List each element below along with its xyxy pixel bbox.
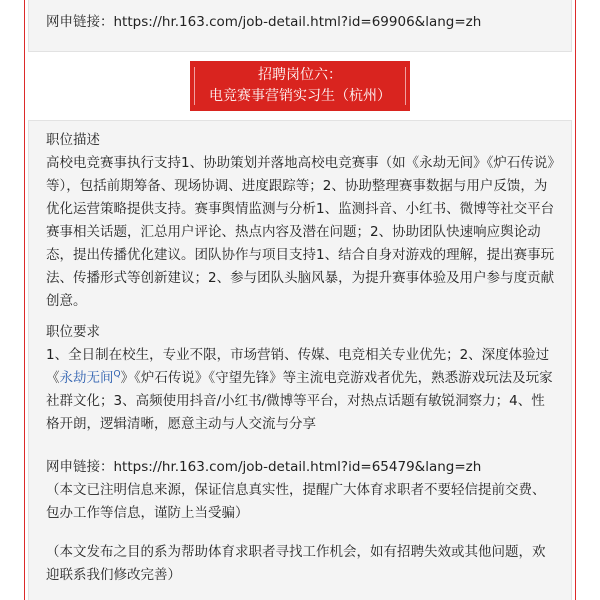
top-link-card <box>28 0 572 52</box>
description-body: 高校电竞赛事执行支持1、协助策划并落地高校电竞赛事（如《永劫无间》《炉石传说》等），包括前期筹备、现场协调、进度跟踪等；2、协助整理赛事数据与用户反馈，为优化运营策略提供支持。赛事舆情监测与分析1、监测抖音、小红书、微博等社交平台赛事相关话题，汇总用户评论、热点内容及潜在问题；2、协助团队快速响应舆论动态，提出传播优化建议。团队协作与项目支持1、结合自身对游戏的理解，提出赛事玩法、传播形式等创新建议；2、参与团队头脑风暴，为提升赛事体验及用户参与度贡献创意。 <box>46 155 555 309</box>
banner-position-title: 电竞赛事营销实习生（杭州） <box>209 88 391 104</box>
purpose-notice: （本文发布之目的系为帮助体育求职者寻找工作机会，如有招聘失效或其他问题，欢迎联系我们修改完善） <box>46 544 546 583</box>
source-notice: （本文已注明信息来源，保证信息真实性，提醒广大体育求职者不要轻信提前交费、包办工作等信息，谨防上当受骗） <box>46 482 546 521</box>
banner-position-number: 招聘岗位六： <box>258 67 342 83</box>
requirements-body <box>46 344 556 436</box>
requirements-text-part1: 1、全日制在校生，专业不限，市场营销、传媒、电竞相关专业优先；2、深度体验过《 <box>46 347 550 386</box>
application-link-top[interactable]: 网申链接：https://hr.163.com/job-detail.html?id=69906&lang=zh <box>46 14 482 30</box>
job-description-section <box>46 129 556 313</box>
job-requirements-section <box>46 321 556 436</box>
application-link-bottom[interactable]: 网申链接：https://hr.163.com/job-detail.html?id=65479&lang=zh <box>46 459 482 475</box>
search-mark-icon: Q <box>113 369 121 380</box>
requirements-text-part2: 》《炉石传说》《守望先锋》等主流电竞游戏者优先，熟悉游戏玩法及玩家社群文化；3、高频使用抖音/小红书/微博等平台，对热点话题有敏锐洞察力；4、性格开朗，逻辑清晰，愿意主动与人交流与分享 <box>46 370 553 432</box>
position-banner <box>190 61 410 111</box>
game-title-link[interactable]: 永劫无间 <box>59 370 114 386</box>
requirements-heading: 职位要求 <box>46 324 100 340</box>
description-heading: 职位描述 <box>46 132 100 148</box>
job-detail-card <box>28 120 572 600</box>
